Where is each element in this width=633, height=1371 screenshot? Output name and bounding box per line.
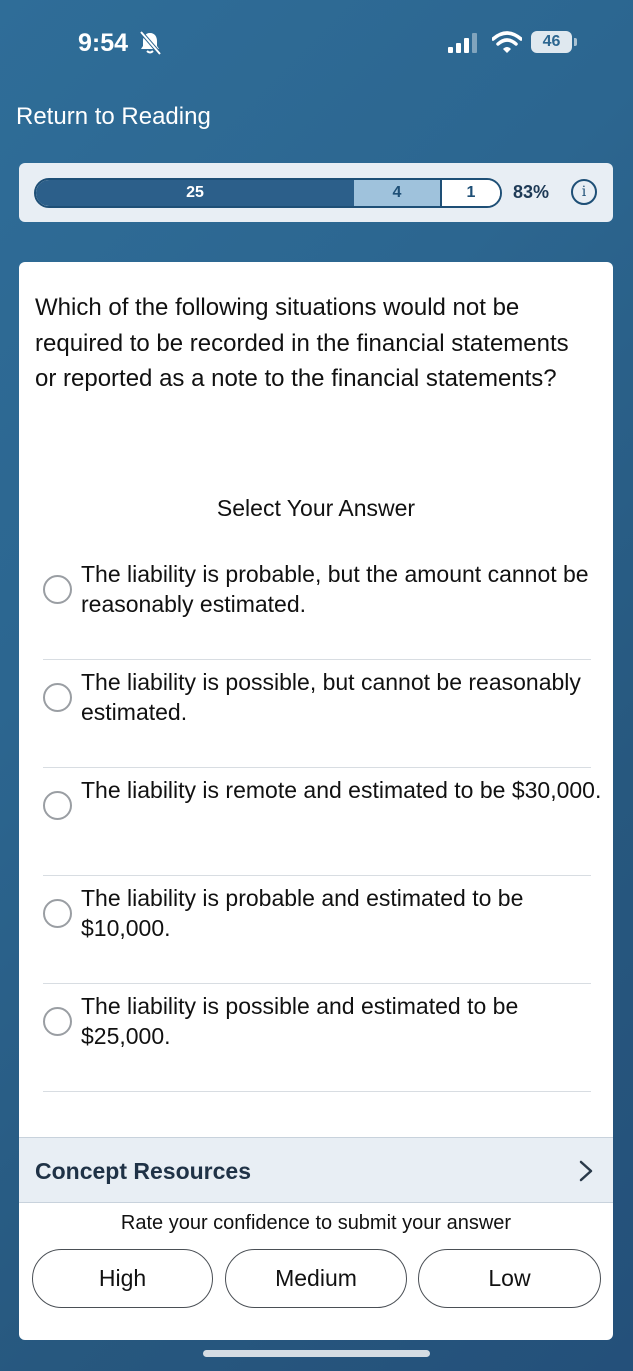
- confidence-prompt: Rate your confidence to submit your answer: [120, 1212, 512, 1234]
- answer-option-text: The liability is possible and estimated to be $25,000.: [81, 993, 519, 1049]
- radio-button[interactable]: [43, 791, 72, 820]
- progress-percent: 83%: [513, 182, 550, 202]
- battery-level: 46: [542, 33, 561, 50]
- select-answer-label: Select Your Answer: [216, 495, 416, 521]
- answer-option-text: The liability is possible, but cannot be reasonably estimated.: [81, 669, 581, 725]
- radio-button[interactable]: [43, 683, 72, 712]
- cellular-signal-icon: [448, 33, 480, 53]
- answer-option-3[interactable]: [43, 768, 602, 876]
- return-to-reading-link[interactable]: Return to Reading: [16, 103, 211, 130]
- status-time: 9:54: [78, 29, 129, 57]
- radio-button[interactable]: [43, 575, 72, 604]
- answer-option-1[interactable]: [43, 552, 591, 660]
- confidence-medium-button[interactable]: Medium: [225, 1249, 407, 1308]
- progress-correct-segment: 25: [36, 180, 354, 206]
- answer-option-text: The liability is probable and estimated to be $10,000.: [81, 885, 524, 941]
- confidence-high-button[interactable]: High: [32, 1249, 213, 1308]
- answer-option-text: The liability is remote and estimated to be $30,000.: [81, 777, 602, 803]
- home-indicator[interactable]: [203, 1350, 430, 1357]
- concept-resources-row[interactable]: [19, 1137, 613, 1203]
- answer-option-5[interactable]: [43, 984, 591, 1092]
- answer-option-4[interactable]: [43, 876, 591, 984]
- question-card: [19, 262, 613, 1340]
- answer-option-text: The liability is probable, but the amount cannot be reasonably estimated.: [81, 561, 589, 617]
- wifi-icon: [492, 31, 522, 53]
- concept-resources-label: Concept Resources: [35, 1158, 252, 1184]
- info-icon[interactable]: i: [571, 179, 597, 205]
- progress-card: [19, 163, 613, 222]
- answer-option-2[interactable]: [43, 660, 591, 768]
- progress-incorrect-segment: 1: [442, 180, 500, 206]
- progress-partial-segment: 4: [354, 180, 442, 206]
- bell-muted-icon: [138, 30, 162, 56]
- progress-bar: [34, 178, 502, 208]
- radio-button[interactable]: [43, 899, 72, 928]
- question-text: Which of the following situations would not be required to be recorded in the financial statements or reported as a note to the financial statements?: [35, 294, 569, 392]
- radio-button[interactable]: [43, 1007, 72, 1036]
- confidence-low-button[interactable]: Low: [418, 1249, 601, 1308]
- chevron-right-icon: [579, 1160, 593, 1182]
- battery-icon: [531, 31, 577, 53]
- status-bar: [0, 0, 633, 80]
